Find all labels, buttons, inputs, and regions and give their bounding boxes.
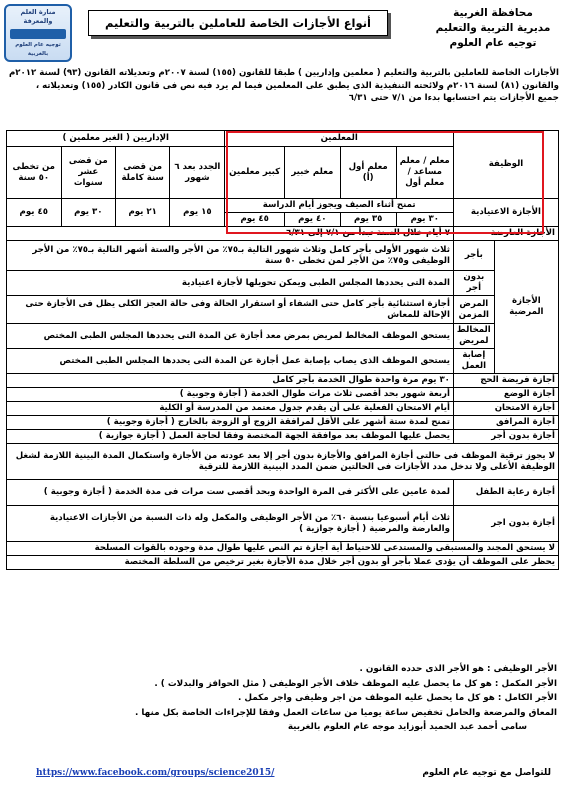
intro-line: والقانون (٨١) لسنة ٢٠١٦م ولائحته التنفيذية الذى يطبق على المعلمين فيما لم يرد فيه نص فى قانون الكادر (١٥٥) وتعديلاته ، (35, 80, 559, 91)
admin-col-header: من قضى سنة كاملة (116, 147, 170, 199)
teacher-col-header: معلم خبير (284, 147, 340, 199)
admin-col-header: الجدد بعد ٦ شهور (170, 147, 225, 199)
teacher-value: ٣٥ يوم (340, 213, 396, 227)
leave-row-label: أجازة بدون أجر (453, 430, 558, 444)
intro-line: جميع الأجازات يتم احتسابها بدءا من ٧/١ حتى ٦/٣١ (348, 93, 559, 103)
job-header: الوظيفة (453, 131, 558, 199)
promotion-rule: لا يجوز ترقية الموظف فى حالتى أجازة المرافق والأجازة بدون أجر إلا بعد عودته من الأجازة واستكمال المدة البينية اللازمة لشغل الوظيفة الأعلى ولا تدخل مدد الأجازات فى الحالتين ضمن المدد البينية اللازمة للترقية (7, 444, 559, 480)
closing-rule: يحظر على الموظف أن يؤدى عملا بأجر أو بدون أجر خلال مدة الأجازة بغير ترخيص من السلطة المختصة (7, 556, 559, 570)
teacher-col-header: معلم / معلم مساعد / معلم أول (396, 147, 453, 199)
intro-line: الأجازات الخاصة للعاملين بالتربية والتعليم ( معلمين وإداريين ) طبقا للقانون (١٥٥) لسنة ٢٠٠٧م وتعديلاته القانون (٩٣) لسنة ٢٠١٢م (8, 68, 559, 78)
admin-value: ٤٥ يوم (7, 199, 62, 227)
header (4, 4, 561, 66)
sick-contact-text: يستحق الموظف المخالط لمريض بمرض معد أجازة عن المدة التى يحددها المجلس الطبى المختص (7, 324, 454, 349)
note-line: الأجر الكامل : هو كل ما يحصل عليه الموظف من اجر وظيفى واجر مكمل . (237, 693, 557, 703)
sick-chronic-text: أجازة استثنائية بأجر كامل حتى الشفاء أو استقرار الحالة وفى حالة العجز الكلى يظل فى الأجازة حتى الإحالة للمعاش (7, 296, 454, 324)
page-title: أنواع الأجازات الخاصة للعاملين بالتربية والتعليم (88, 10, 388, 36)
author-signature: سامى أحمد عبد الحميد أبوزايد موجه عام العلوم بالغربية (287, 722, 527, 732)
admin-col-header: من قضى عشر سنوات (61, 147, 116, 199)
facebook-group-link[interactable]: https://www.facebook.com/groups/science2015/ (36, 768, 275, 778)
casual-leave-label: الأجازة العارضة (453, 227, 558, 241)
leave-row-label: أجازة الوضع (453, 388, 558, 402)
admin-value: ٣٠ يوم (61, 199, 116, 227)
sick-contact-label: المخالط لمريض (453, 324, 494, 349)
teacher-value: ٤٠ يوم (284, 213, 340, 227)
work-injury-label: إصابة العمل (453, 349, 494, 374)
sick-unpaid-text: المدة التى يحددها المجلس الطبى ويمكن تحويلها لأجازة اعتيادية (7, 271, 454, 296)
admins-header: الإداريين ( الغير معلمين ) (7, 131, 225, 147)
teacher-col-header: معلم أول (أ) (340, 147, 396, 199)
leave-row-text: تمنح لمدة ستة أشهر على الأقل لمرافقة الزوج أو الزوجة بالخارج ( أجازة وجوبية ) (7, 416, 454, 430)
teachers-header: المعلمين (225, 131, 453, 147)
regular-leave-label: الأجازة الاعتيادية (453, 199, 558, 227)
logo-text: منارة العلم والمعرفة (20, 7, 56, 25)
teacher-value: ٤٥ يوم (225, 213, 284, 227)
parttime-text: ثلاث أيام أسبوعيا بنسبة ٦٠٪ من الأجر الوظيفى والمكمل وله ذات النسبة من الأجازات الاعتيادية والعارضة والمرضية ( أجازة جوازية ) (7, 506, 454, 542)
footer (6, 768, 559, 786)
note-line: المعاق والمرضعة والحامل تخفيض ساعة يوميا من ساعات العمل وفقا للإجراءات الخاصة بكل منها . (134, 707, 557, 718)
contact-label: للتواصل مع توجيه عام العلوم (422, 768, 551, 778)
definitions-notes (8, 662, 557, 735)
casual-leave-text: ٧ أيام خلال السنة تبدأ من ٧/١ إلى ٦/٣١ (7, 227, 454, 241)
regular-leave-note: تمنح أثناء الصيف ويجوز أيام الدراسة (225, 199, 453, 213)
leave-row-label: أجازة الامتحان (453, 402, 558, 416)
admin-col-header: من تخطى ٥٠ سنة (7, 147, 62, 199)
logo-bar (10, 29, 66, 39)
note-line: الأجر المكمل : هو كل ما يحصل عليه الموظف خلاف الأجر الوظيفى ( مثل الحوافز والبدلات ) . (154, 678, 557, 689)
admin-value: ٢١ يوم (116, 199, 170, 227)
sick-paid-label: بأجر (453, 241, 494, 271)
organization-block (427, 6, 559, 51)
leave-row-label: أجازة المرافق (453, 416, 558, 430)
parttime-label: أجازة بدون اجر (453, 506, 558, 542)
intro-text (6, 67, 559, 105)
org-line: محافظة الغربية (453, 7, 533, 19)
leave-row-text: يحصل عليها الموظف بعد موافقة الجهة المختصة وفقا لحاجة العمل ( أجازة جوازية ) (7, 430, 454, 444)
teacher-col-header: كبير معلمين (225, 147, 284, 199)
leave-row-text: أيام الامتحان الفعلية على أن يقدم جدول معتمد من المدرسة أو الكلية (7, 402, 454, 416)
work-injury-text: يستحق الموظف الذى يصاب بإصابة عمل أجازة عن المدة التى يحددها المجلس الطبى المختص (7, 349, 454, 374)
childcare-text: لمدة عامين على الأكثر فى المرة الواحدة وبحد أقصى ست مرات فى مدة الخدمة ( أجازة وجوبية ) (7, 480, 454, 506)
org-line: توجيه عام العلوم (449, 37, 537, 49)
logo-subtext: توجيه عام العلوم بالغربية (15, 41, 61, 57)
note-line: الأجر الوظيفى : هو الأجر الذى حدده القانون . (359, 664, 557, 674)
sick-unpaid-label: بدون أجر (453, 271, 494, 296)
childcare-label: أجازة رعاية الطفل (453, 480, 558, 506)
closing-rule: لا يستحق المجند والمستبقى والمستدعى للاحتياط أية أجازة تم النص عليها طوال مدة وجوده بالقوات المسلحة (7, 542, 559, 556)
logo (4, 4, 72, 62)
teacher-value: ٣٠ يوم (396, 213, 453, 227)
org-line: مديرية التربية والتعليم (435, 22, 551, 34)
leave-row-text: أربعة شهور بحد أقصى ثلاث مرات طوال الخدمة ( أجازة وجوبية ) (7, 388, 454, 402)
leaves-table (6, 130, 559, 570)
leave-row-text: ٣٠ يوم مرة واحدة طوال الخدمة بأجر كامل (7, 374, 454, 388)
leave-row-label: أجازة فريضة الحج (453, 374, 558, 388)
sick-paid-text: ثلاث شهور الأولى بأجر كامل وثلاث شهور التالية بـ٧٥٪ من الأجر والستة أشهر التالية بـ٧٥٪ من الأجر الوظيفى و٧٥٪ من الأجر لمن تخطى ٥٠ سنة (7, 241, 454, 271)
admin-value: ١٥ يوم (170, 199, 225, 227)
sick-chronic-label: المرض المزمن (453, 296, 494, 324)
sick-leave-label: الأجازة المرضية (494, 241, 558, 374)
